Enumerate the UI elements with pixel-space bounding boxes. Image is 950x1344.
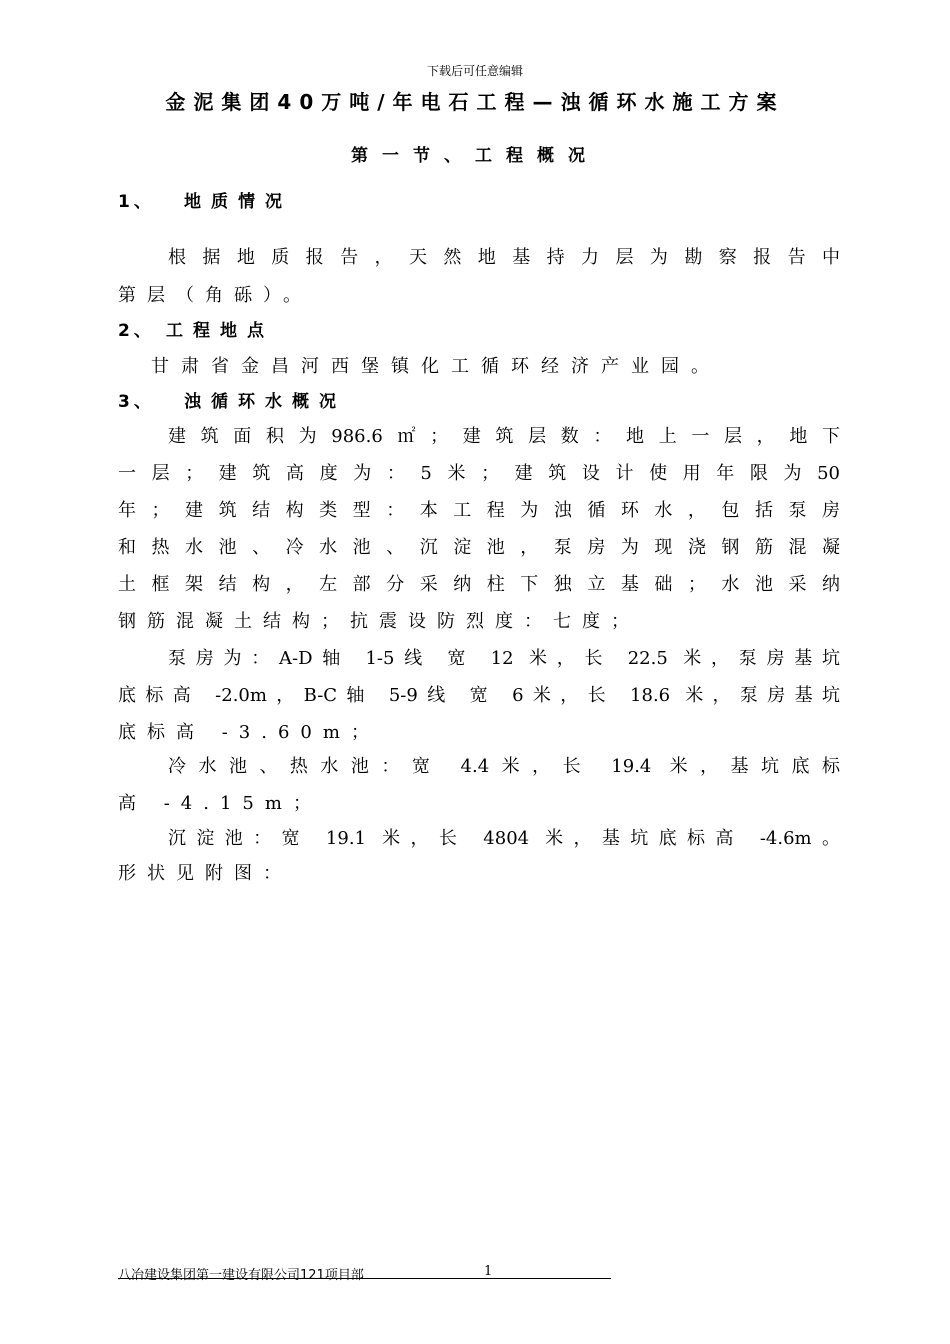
paragraph-line: 形状见附图： bbox=[118, 863, 292, 884]
paragraph-line: 冷水池、热水池：宽 4.4米，长 19.4 米，基坑底标 bbox=[168, 756, 840, 777]
heading-geology bbox=[118, 187, 292, 212]
paragraph-line: 一层；建筑高度为：5米；建筑设计使用年限为50 bbox=[118, 463, 840, 484]
paragraph-line: 根据地质报告，天然地基持力层为勘察报告中 bbox=[168, 247, 840, 268]
heading-text: 浊循环水概况 bbox=[184, 392, 346, 412]
heading-text: 工程地点 bbox=[166, 321, 274, 341]
paragraph-line: 钢筋混凝土结构；抗震设防烈度：七度； bbox=[118, 611, 640, 632]
paragraph-line: 第层（角砾）。 bbox=[118, 285, 312, 306]
header-note: 下载后可任意编辑 bbox=[426, 64, 523, 78]
paragraph-line: 底标高 -3.60m； bbox=[118, 722, 380, 743]
page-number: 1 bbox=[484, 1264, 493, 1279]
paragraph-line: 和热水池、冷水池、沉淀池，泵房为现浇钢筋混凝 bbox=[118, 537, 840, 558]
paragraph-line: 建筑面积为986.6㎡；建筑层数：地上一层，地下 bbox=[168, 426, 840, 447]
paragraph-line: 泵房为：A-D轴 1-5线 宽 12 米，长 22.5 米，泵房基坑 bbox=[168, 648, 840, 669]
heading-number: 1、 bbox=[118, 192, 155, 212]
paragraph-line: 底标高 -2.0m，B-C轴 5-9线 宽 6米，长 18.6 米，泵房基坑 bbox=[118, 685, 840, 706]
heading-overview bbox=[118, 387, 346, 412]
paragraph-line: 沉淀池：宽 19.1 米，长 4804 米，基坑底标高 -4.6m。 bbox=[168, 828, 840, 849]
heading-text: 地质情况 bbox=[184, 192, 292, 212]
paragraph-line: 甘肃省金昌河西堡镇化工循环经济产业园。 bbox=[151, 356, 721, 377]
paragraph-line: 高 -4.15m； bbox=[118, 793, 322, 814]
footer-rule bbox=[118, 1278, 611, 1279]
heading-number: 2、 bbox=[118, 321, 155, 341]
paragraph-line: 年；建筑结构类型：本工程为浊循环水，包括泵房 bbox=[118, 500, 840, 521]
heading-number: 3、 bbox=[118, 392, 155, 412]
section-title: 第一节、工程概况 bbox=[351, 146, 599, 166]
paragraph-line: 土框架结构，左部分采纳柱下独立基础；水池采纳 bbox=[118, 574, 840, 595]
heading-location bbox=[118, 316, 274, 341]
footer-company: 八冶建设集团第一建设有限公司121项目部 bbox=[118, 1268, 364, 1283]
document-title: 金泥集团40万吨/年电石工程—浊循环水施工方案 bbox=[165, 90, 785, 114]
